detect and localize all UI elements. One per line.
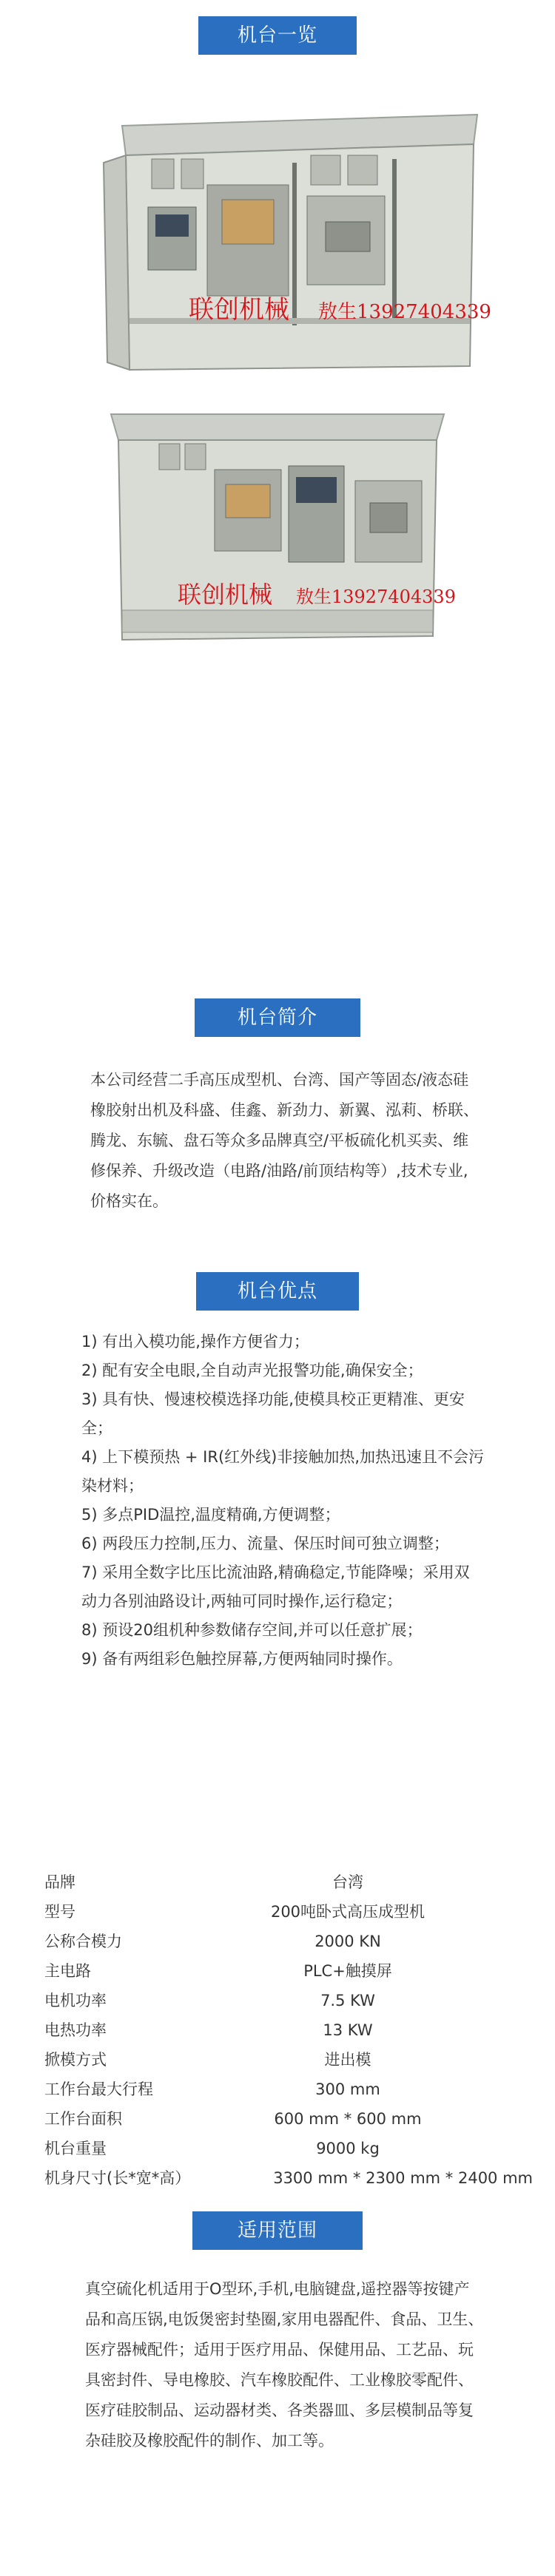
spec-label: 公称合模力 — [44, 1933, 122, 1950]
section-title-scope: 适用范围 — [192, 2211, 363, 2250]
spec-row — [44, 2134, 533, 2163]
spec-row — [44, 2075, 533, 2104]
spec-row — [44, 1867, 533, 1897]
spec-label: 型号 — [44, 1903, 75, 1921]
section-title-advantages: 机台优点 — [196, 1272, 359, 1311]
spec-row — [44, 1986, 533, 2015]
spec-value: 3300 mm * 2300 mm * 2400 mm — [273, 2169, 533, 2187]
spec-label: 工作台面积 — [44, 2110, 122, 2128]
spec-row — [44, 1927, 533, 1956]
section-title-intro: 机台简介 — [195, 998, 360, 1037]
spec-value: 300 mm — [315, 2080, 380, 2098]
spec-value: 台湾 — [332, 1873, 363, 1891]
spec-row — [44, 2163, 533, 2193]
spec-label: 工作台最大行程 — [44, 2080, 153, 2098]
spec-row — [44, 2104, 533, 2134]
spec-label: 机身尺寸(长*宽*高） — [44, 2169, 191, 2187]
advantage-item: 6) 两段压力控制,压力、流量、保压时间可独立调整； — [81, 1535, 449, 1552]
advantage-item: 8) 预设20组机种参数储存空间,并可以任意扩展； — [81, 1621, 423, 1639]
section-title-overview: 机台一览 — [198, 16, 357, 55]
spec-value: 13 KW — [323, 2021, 373, 2039]
intro-paragraph: 本公司经营二手高压成型机、台湾、国产等固态/液态硅橡胶射出机及科盛、佳鑫、新劲力、新翼、泓莉、桥联、腾龙、东毓、盘石等众多品牌真空/平板硫化机买卖、维修保养、升级改造（电路/油路/前顶结构等）,技术专业,价格实在。 — [90, 1071, 479, 1210]
advantage-item: 9) 备有两组彩色触控屏幕,方便两轴同时操作。 — [81, 1650, 403, 1668]
spec-value: 进出模 — [324, 2051, 371, 2069]
advantage-item: 5) 多点PID温控,温度精确,方便调整； — [81, 1506, 340, 1524]
advantage-item: 2) 配有安全电眼,全自动声光报警功能,确保安全； — [81, 1362, 423, 1379]
spec-value: 600 mm * 600 mm — [274, 2110, 422, 2128]
spec-label: 主电路 — [44, 1962, 91, 1980]
advantage-item: 4) 上下模预热 + IR(红外线)非接触加热,加热迅速且不会污染材料； — [81, 1448, 485, 1495]
advantage-item: 1) 有出入模功能,操作方便省力； — [81, 1333, 309, 1350]
brand-stamp: 联创机械 — [189, 295, 289, 325]
spec-row — [44, 2045, 533, 2075]
spec-label: 电机功率 — [44, 1992, 107, 2009]
advantage-item: 3) 具有快、慢速校模选择功能,使模具校正更精准、更安全； — [81, 1390, 465, 1437]
spec-label: 品牌 — [44, 1873, 75, 1891]
phone-stamp: 敖生13927404339 — [296, 586, 456, 607]
advantages-list — [81, 1328, 485, 1674]
scope-paragraph: 真空硫化机适用于O型环,手机,电脑键盘,遥控器等按键产品和高压锅,电饭煲密封垫圈,家用电器配件、食品、卫生、医疗器械配件；适用于医疗用品、保健用品、工艺品、玩具密封件、导电橡胶、汽车橡胶配件、工业橡胶零配件、医疗硅胶制品、运动器材类、各类器皿、多层模制品等复杂硅胶及橡胶配件的制作、加工等。 — [85, 2280, 484, 2450]
brand-stamp: 联创机械 — [178, 581, 273, 609]
advantage-item: 7) 采用全数字比压比流油路,精确稳定,节能降噪；采用双动力各别油路设计,两轴可同时操作,运行稳定； — [81, 1563, 470, 1610]
spec-label: 电热功率 — [44, 2021, 107, 2039]
spec-row — [44, 2015, 533, 2045]
spec-value: 9000 kg — [316, 2140, 380, 2157]
spec-label: 掀模方式 — [44, 2051, 107, 2069]
spec-row — [44, 1956, 533, 1986]
machine-photo-1 — [0, 74, 555, 392]
machine-photo-2 — [0, 399, 555, 666]
spec-label: 机台重量 — [44, 2140, 107, 2157]
spec-row — [44, 1897, 533, 1927]
spec-value: 7.5 KW — [320, 1992, 375, 2009]
spec-value: 200吨卧式高压成型机 — [270, 1903, 426, 1921]
phone-stamp: 敖生13927404339 — [318, 301, 491, 323]
spec-value: PLC+触摸屏 — [303, 1962, 392, 1980]
spec-value: 2000 KN — [314, 1933, 381, 1950]
spec-table — [44, 1867, 533, 2193]
